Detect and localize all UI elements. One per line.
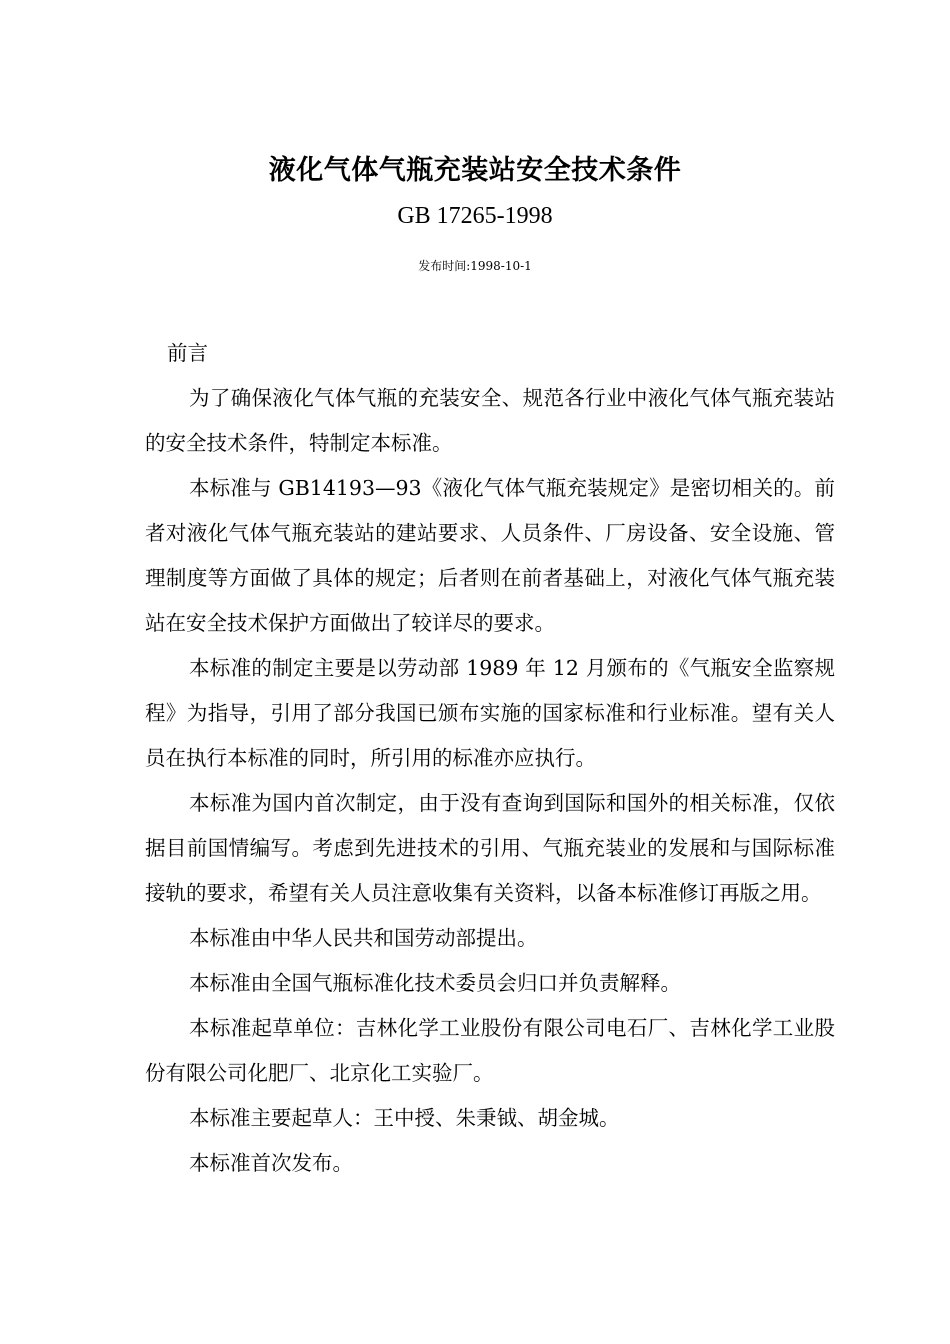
release-date: 发布时间:1998-10-1 <box>418 259 532 273</box>
document-body <box>145 331 835 1186</box>
paragraph: 本标准为国内首次制定，由于没有查询到国际和国外的相关标准，仅依据目前国情编写。考虑到先进技术的引用、气瓶充装业的发展和与国际标准接轨的要求，希望有关人员注意收集有关资料，以备本标准修订再版之用。 <box>145 791 835 905</box>
document-title: 液化气体气瓶充装站安全技术条件 <box>268 155 682 186</box>
paragraph: 本标准的制定主要是以劳动部 1989 年 12 月颁布的《气瓶安全监察规程》为指导，引用了部分我国已颁布实施的国家标准和行业标准。望有关人员在执行本标准的同时，所引用的标准亦应执行。 <box>145 656 835 770</box>
paragraph: 本标准主要起草人：王中授、朱秉钺、胡金城。 <box>189 1106 620 1130</box>
paragraph: 本标准由中华人民共和国劳动部提出。 <box>189 926 538 950</box>
paragraph: 本标准由全国气瓶标准化技术委员会归口并负责解释。 <box>189 971 681 995</box>
section-heading: 前言 <box>167 341 208 365</box>
paragraph: 本标准首次发布。 <box>189 1151 353 1175</box>
paragraph: 本标准起草单位：吉林化学工业股份有限公司电石厂、吉林化学工业股份有限公司化肥厂、北京化工实验厂。 <box>145 1016 835 1085</box>
standard-code: GB 17265-1998 <box>397 203 553 229</box>
paragraph: 为了确保液化气体气瓶的充装安全、规范各行业中液化气体气瓶充装站的安全技术条件，特制定本标准。 <box>145 386 835 455</box>
paragraph: 本标准与 GB14193—93《液化气体气瓶充装规定》是密切相关的。前者对液化气体气瓶充装站的建站要求、人员条件、厂房设备、安全设施、管理制度等方面做了具体的规定；后者则在前者基础上，对液化气体气瓶充装站在安全技术保护方面做出了较详尽的要求。 <box>145 476 835 635</box>
